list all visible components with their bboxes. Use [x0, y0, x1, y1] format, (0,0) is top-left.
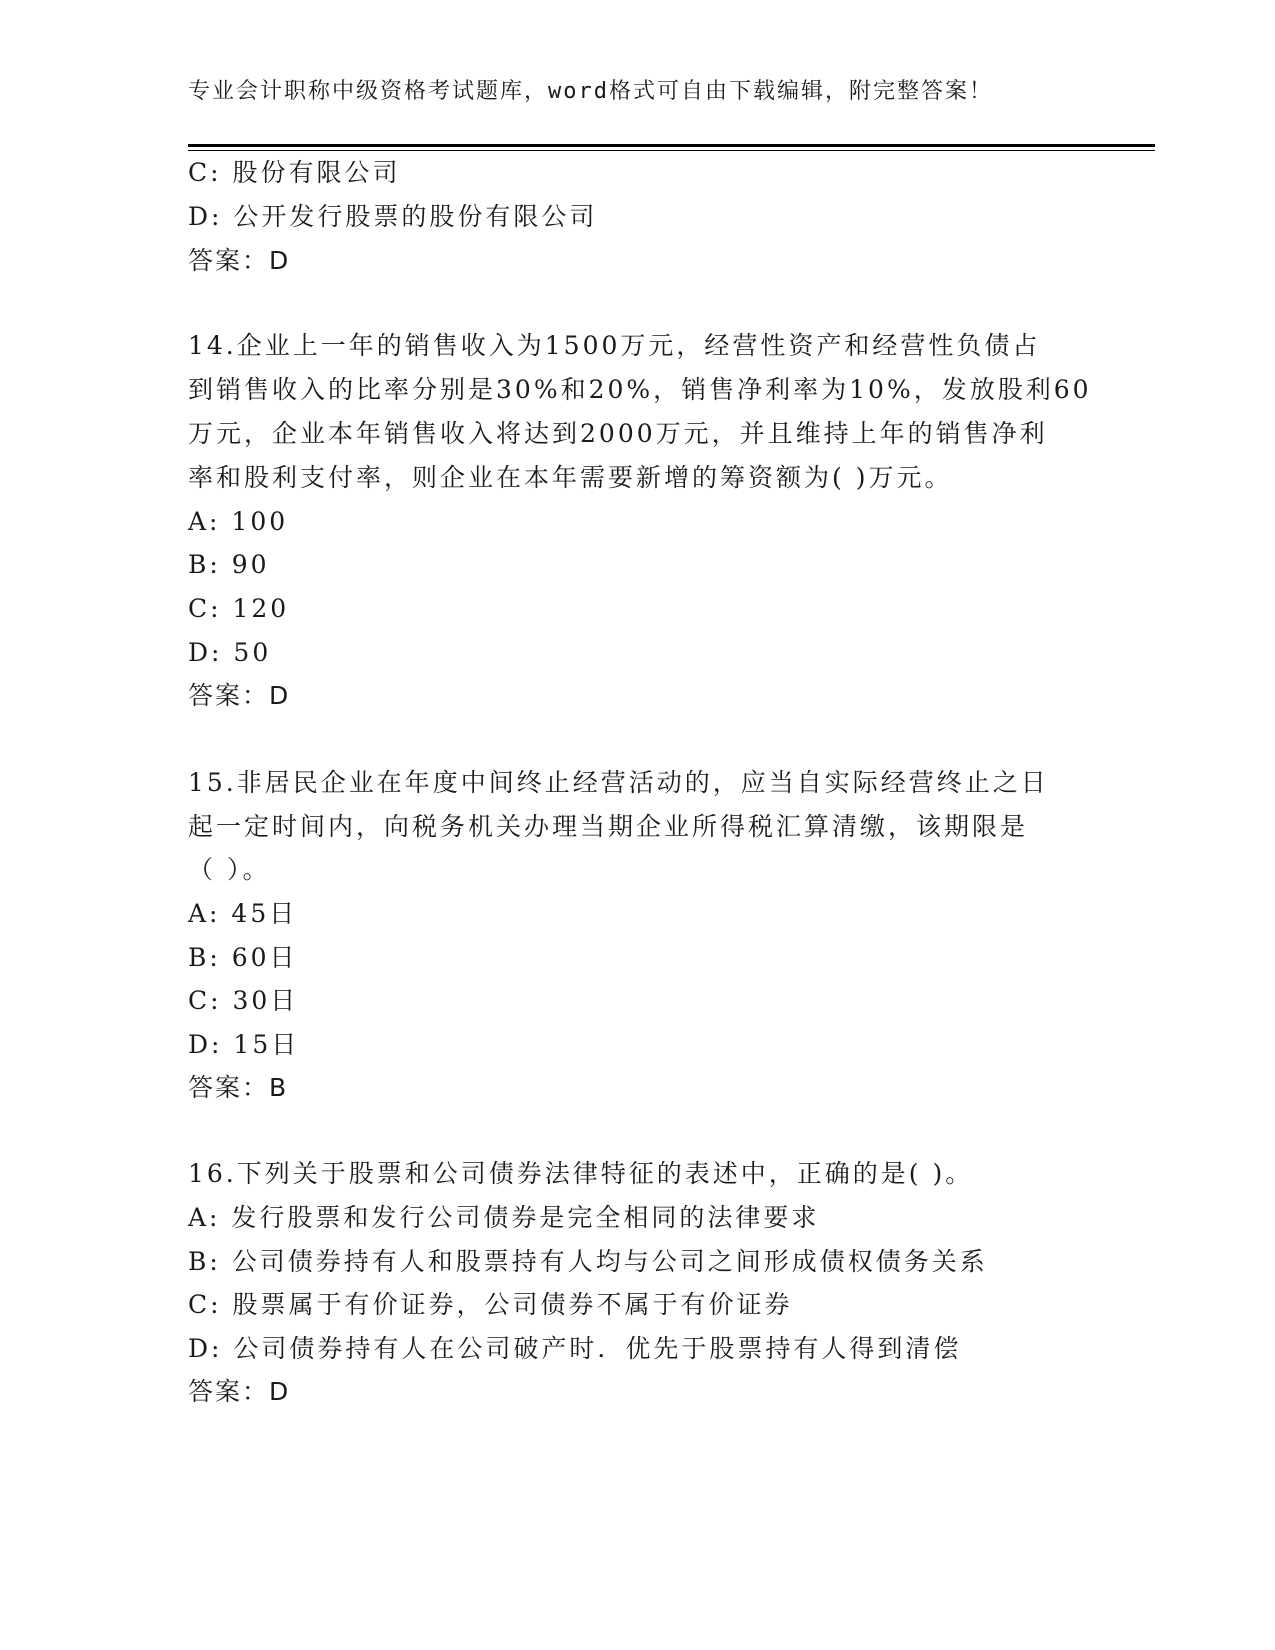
q14-option-c: C: 120 [188, 594, 290, 623]
header-divider-thick [188, 144, 1155, 147]
q15-stem-line3: （ ）。 [188, 855, 271, 884]
q14-option-d: D: 50 [188, 638, 272, 667]
q14-option-a: A: 100 [188, 507, 289, 536]
q16-option-a: A: 发行股票和发行公司债券是完全相同的法律要求 [188, 1203, 820, 1232]
q14-option-b: B: 90 [188, 550, 270, 579]
q15-option-a: A: 45日 [188, 899, 298, 928]
page-header: 专业会计职称中级资格考试题库，word格式可自由下载编辑，附完整答案！ [188, 79, 993, 104]
q15-stem-line2: 起一定时间内，向税务机关办理当期企业所得税汇算清缴，该期限是 [188, 812, 1029, 841]
q14-stem-line4: 率和股利支付率，则企业在本年需要新增的筹资额为( )万元。 [188, 463, 953, 492]
q14-stem-line1: 14.企业上一年的销售收入为1500万元，经营性资产和经营性负债占 [188, 331, 1041, 360]
q14-stem-line3: 万元，企业本年销售收入将达到2000万元，并且维持上年的销售净利 [188, 419, 1048, 448]
q15-option-b: B: 60日 [188, 943, 298, 972]
q13-answer: 答案：D [188, 246, 291, 275]
q16-option-d: D: 公司债券持有人在公司破产时．优先于股票持有人得到清偿 [188, 1334, 962, 1363]
q14-stem-line2: 到销售收入的比率分别是30%和20%，销售净利率为10%，发放股利60 [188, 375, 1092, 404]
q15-option-c: C: 30日 [188, 986, 299, 1015]
q13-option-c: C: 股份有限公司 [188, 158, 401, 187]
q15-option-d: D: 15日 [188, 1030, 300, 1059]
q15-answer: 答案：B [188, 1073, 289, 1102]
q13-option-d: D: 公开发行股票的股份有限公司 [188, 202, 598, 231]
q16-option-c: C: 股票属于有价证券，公司债券不属于有价证券 [188, 1290, 793, 1319]
q16-stem-line1: 16.下列关于股票和公司债券法律特征的表述中，正确的是( )。 [188, 1159, 974, 1188]
q14-answer: 答案：D [188, 681, 291, 710]
q16-option-b: B: 公司债券持有人和股票持有人均与公司之间形成债权债务关系 [188, 1247, 988, 1276]
header-divider-thin [188, 150, 1155, 151]
q15-stem-line1: 15.非居民企业在年度中间终止经营活动的，应当自实际经营终止之日 [188, 768, 1049, 797]
q16-answer: 答案：D [188, 1377, 291, 1406]
